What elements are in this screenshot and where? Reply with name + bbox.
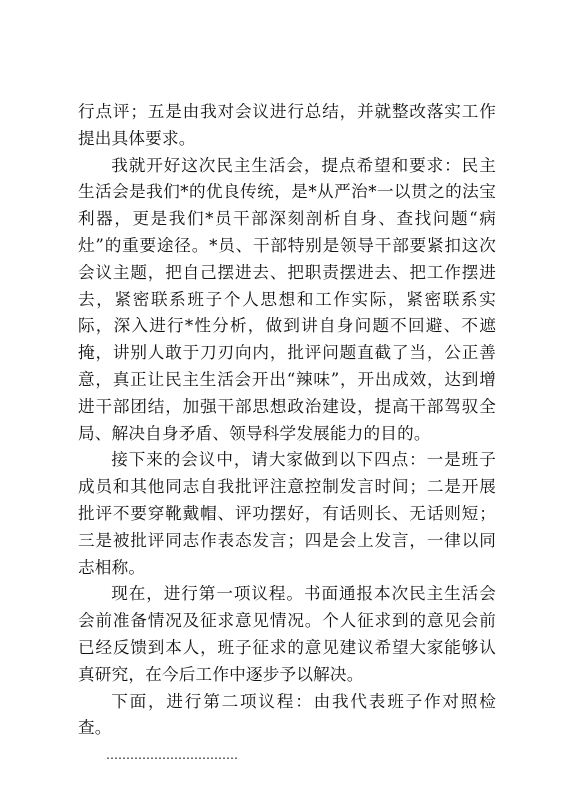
- paragraph-5: 下面，进行第二项议程：由我代表班子作对照检查。: [78, 691, 496, 738]
- paragraph-2: 我就开好这次民主生活会，提点希望和要求：民主生活会是我们*的优良传统，是*从严治*一以贯之的法宝利器，更是我们*员干部深刻剖析自身、查找问题“病灶”的重要途径。*员、干部特别是领导干部要紧扣这次会议主题，把自己摆进去、把职责摆进去、把工作摆进去，紧密联系班子个人思想和工作实际，紧密联系实际，深入进行*性分析，做到讲自身问题不回避、不遮掩，讲别人敢于刀刃向内，批评问题直截了当，公正善意，真正让民主生活会开出“辣味”，开出成效，达到增进干部团结，加强干部思想政治建设，提高干部驾驭全局、解决自身矛盾、领导科学发展能力的目的。: [78, 155, 496, 443]
- paragraph-4: 现在，进行第一项议程。书面通报本次民主生活会会前准备情况及征求意见情况。个人征求到的意见会前已经反馈到本人，班子征求的意见建议希望大家能够认真研究，在今后工作中逐步予以解决。: [78, 584, 496, 684]
- document-body: [78, 99, 496, 769]
- ellipsis-line: ……………………………: [106, 748, 238, 763]
- paragraph-3: 接下来的会议中，请大家做到以下四点：一是班子成员和其他同志自我批评注意控制发言时间；二是开展批评不要穿靴戴帽、评功摆好，有话则长、无话则短；三是被批评同志作表态发言；四是会上发言，一律以同志相称。: [78, 450, 496, 577]
- paragraph-1: 行点评；五是由我对会议进行总结，并就整改落实工作提出具体要求。: [78, 102, 496, 148]
